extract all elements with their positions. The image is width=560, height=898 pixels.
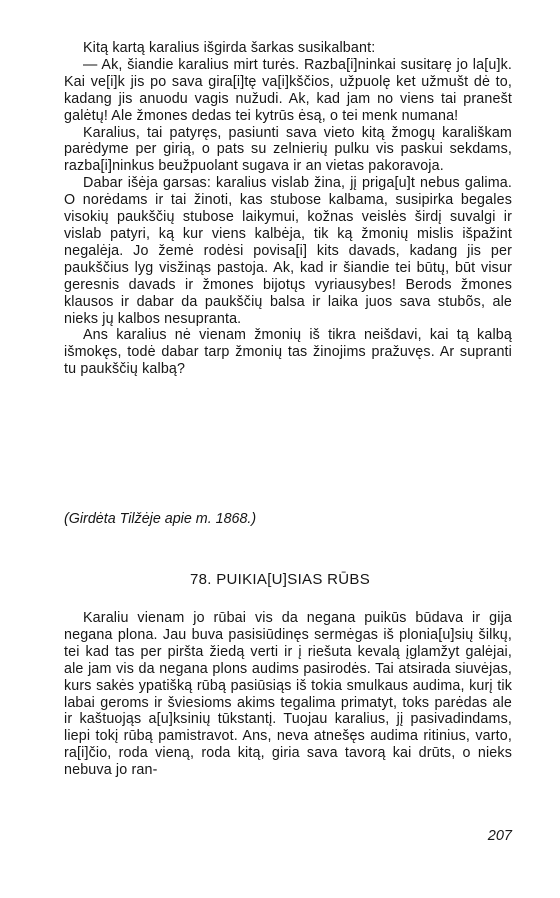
paragraph: — Ak, šiandie karalius mirt turės. Razba[i]ninkai susitarę jo la[u]k. Kai ve[i]k jis po sava gira[i]tę va[i]kščios, užpuolę ket užmušt dė to, kadang jis anuodu vagis nužudi. Ak, kad jam no viens tai pranešt galėtų! Ale žmones dedas tei kytrūs ėsą, o tei menk numana! — [64, 56, 512, 124]
paragraph: Dabar išėja garsas: karalius vislab žina, jį priga[u]t nebus galima. O norėdams ir tai žinoti, kas stubose kalbama, susipirka begales visokių paukščių stubose laikymui, kožnas veislės širdį suvalgi ir vislab patyri, ką kur viens kalbėja, tik ką žmonių mislis išpažint negalėja. Jo žemė rodėsi povisa[i] kits davads, kadang jis per paukščius lyg visžinąs pastoja. Ak, kad ir šiandie tei būtų, būt visur geresnis davads ir žmones bijotųs vyriausybes! Berods žmones klausos ir dabar da paukščių balsa ir laika juos sava stubõs, ale nieks jų kalbos nesupranta. — [64, 175, 512, 327]
paragraph: Ans karalius nė vienam žmonių iš tikra neišdavi, kai tą kalbą išmokęs, todė dabar tarp žmonių tas žinojims pražuvęs. Ar supranti tu paukščių kalbą? — [64, 327, 512, 378]
story-text — [64, 610, 512, 779]
story-text — [64, 40, 512, 378]
paragraph: Kitą kartą karalius išgirda šarkas susikalbant: — [83, 40, 376, 56]
paragraph: Karalius, tai patyręs, pasiunti sava vieto kitą žmogų karališkam parėdyme per girią, o pats su zelnierių pulku vis paskui sekdams, razba[i]ninkus beužpuolant sugava ir an vietas pakoravoja. — [64, 124, 512, 175]
paragraph: Karaliu vienam jo rūbai vis da negana puikūs būdava ir gija negana plona. Jau buva pasisiūdinęs sermėgas iš plonia[u]sių šilkų, tei kad tas per piršta žiedą verti ir į riešuta kevalą įglamžyt galėjai, ale jam vis da negana plons audims pasirodės. Tai atsirada siuvėjas, kurs sakės ypatišką rūbą pasiūsiąs iš tokia smulkaus audima, kurį tik labai geroms ir šviesioms akims tegalima primatyt, toks parėdas ale ir kaštuojąs a[u]ksinių tūkstantį. Tuojau karalius, jį pasivadindams, liepi tokį rūbą pamistravot. Ans, neva atnešęs audima ritinius, varto, ra[i]čio, roda vieną, roda kitą, giria sava tavorą kai drūts, o nieks nebuva jo ran- — [64, 610, 512, 779]
page-number: 207 — [487, 828, 512, 844]
story-heading: 78. PUIKIA[U]SIAS RŪBS — [190, 571, 370, 588]
source-citation: (Girdėta Tilžėje apie m. 1868.) — [64, 511, 257, 527]
